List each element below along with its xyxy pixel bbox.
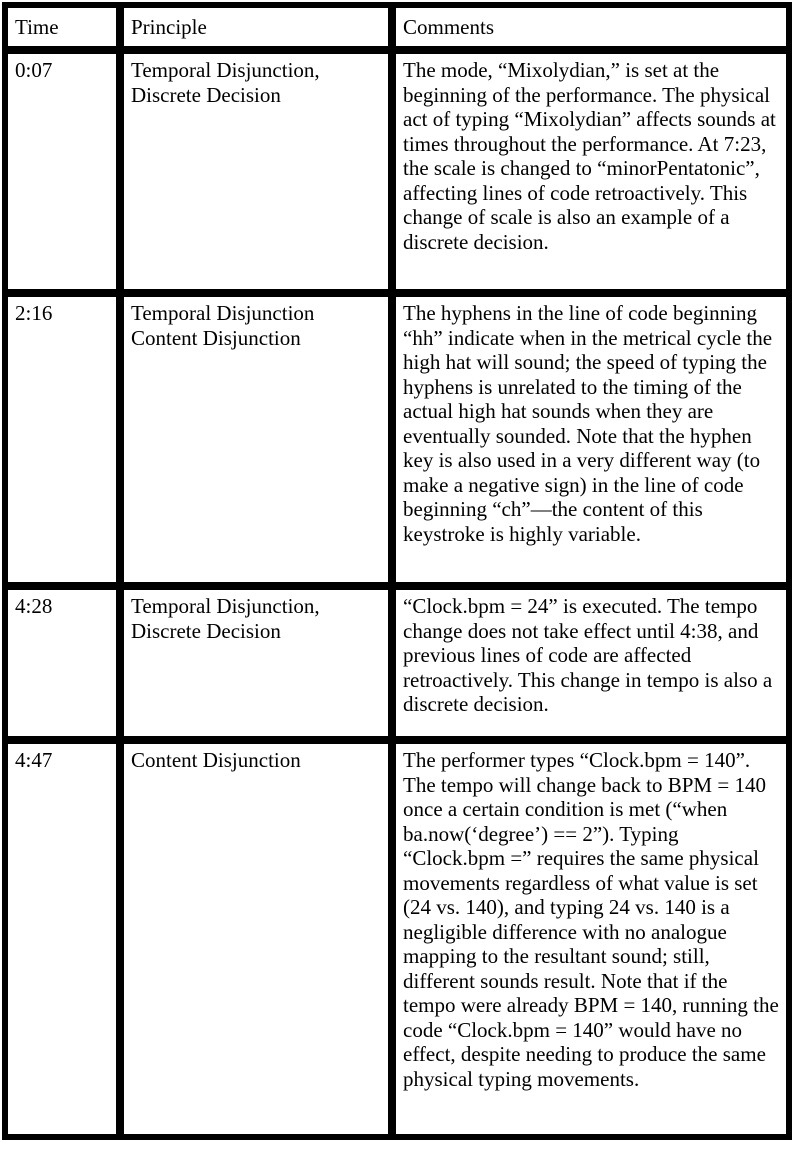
table-row: [4, 586, 790, 740]
header-cell-principle: Principle: [120, 4, 392, 50]
principle-cell: Temporal Disjunction, Discrete Decision: [120, 50, 392, 293]
time-cell: 2:16: [4, 293, 120, 586]
table-row: [4, 740, 790, 1138]
comments-cell: The mode, “Mixolydian,” is set at the beginning of the performance. The physical act of typing “Mixolydian” affects sounds at times throughout the performance. At 7:23, the scale is changed to “minorPentatonic”, affecting lines of code retroactively. This change of scale is also an example of a discrete decision.: [392, 50, 790, 293]
time-cell: 0:07: [4, 50, 120, 293]
header-row: [4, 4, 790, 50]
comments-cell: The hyphens in the line of code beginning “hh” indicate when in the metrical cycle the high hat will sound; the speed of typing the hyphens is unrelated to the timing of the actual high hat sounds when they are eventually sounded. Note that the hyphen key is also used in a very different way (to make a negative sign) in the line of code beginning “ch”—the content of this keystroke is highly variable.: [392, 293, 790, 586]
comments-cell: “Clock.bpm = 24” is executed. The tempo change does not take effect until 4:38, and previous lines of code are affected retroactively. This change in tempo is also a discrete decision.: [392, 586, 790, 740]
principle-cell: Content Disjunction: [120, 740, 392, 1138]
principle-cell: Temporal Disjunction Content Disjunction: [120, 293, 392, 586]
table-row: [4, 50, 790, 293]
time-cell: 4:28: [4, 586, 120, 740]
principle-cell: Temporal Disjunction, Discrete Decision: [120, 586, 392, 740]
header-cell-comments: Comments: [392, 4, 790, 50]
comments-cell: The performer types “Clock.bpm = 140”. The tempo will change back to BPM = 140 once a certain condition is met (“when ba.now(‘degree’) == 2”). Typing “Clock.bpm =” requires the same physical movements regardless of what value is set (24 vs. 140), and typing 24 vs. 140 is a negligible difference with no analogue mapping to the resultant sound; still, different sounds result. Note that if the tempo were already BPM = 140, running the code “Clock.bpm = 140” would have no effect, despite needing to produce the same physical typing movements.: [392, 740, 790, 1138]
principles-table: [2, 2, 792, 1140]
table-row: [4, 293, 790, 586]
header-cell-time: Time: [4, 4, 120, 50]
time-cell: 4:47: [4, 740, 120, 1138]
